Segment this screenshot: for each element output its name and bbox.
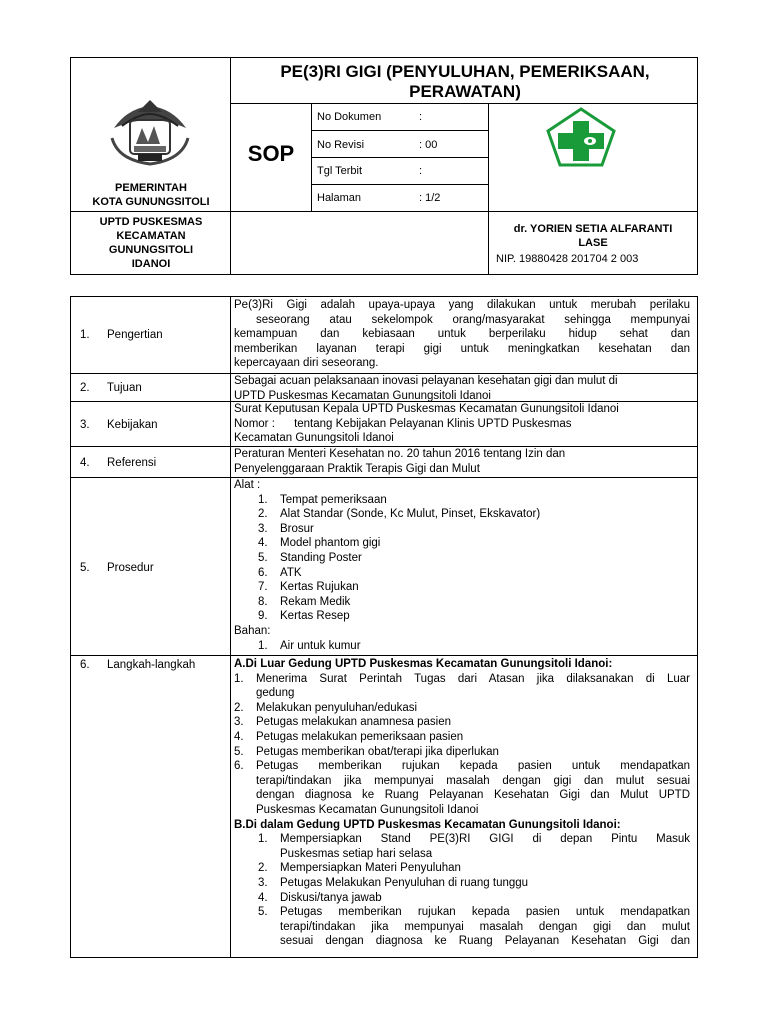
- pengertian-text: Pe(3)Ri Gigi adalah upaya-upaya yang dilakukan untuk merubah perilaku seseorang atau sekelompok orang/masyarakat sehingga mempunyai kemampuan dan kebiasaan untuk berperilaku hidup sehat dan memberikan layanan terapi gigi untuk meningkatkan kesehatan dan kepercayaan diri seseorang.: [234, 299, 690, 370]
- prosedur-list: Alat : 1. Tempat pemeriksaan 2. Alat Standar (Sonde, Kc Mulut, Pinset, Ekskavator) 3. Brosur 4. Model phantom gigi 5. Standing Poster 6. ATK 7. Kertas Rujukan 8. Rekam Medik 9. Kertas Resep Bahan: 1. Air untuk kumur: [234, 479, 541, 652]
- org-name-line2: KOTA GUNUNGSITOLI: [92, 196, 210, 208]
- list-item: Diskusi/tanya jawab: [280, 891, 382, 904]
- page-label: Halaman: [317, 192, 362, 204]
- list-item: Petugas melakukan anamnesa pasien: [256, 716, 451, 729]
- list-item: Alat Standar (Sonde, Kc Mulut, Pinset, Ekskavator): [280, 508, 541, 521]
- list-item: Petugas melakukan pemeriksaan pasien: [256, 730, 464, 743]
- signer-name-line2: LASE: [578, 237, 608, 249]
- row-number: 3.: [80, 419, 90, 431]
- sop-label: SOP: [247, 141, 295, 166]
- kebijakan-text: Surat Keputusan Kepala UPTD Puskesmas Kecamatan Gunungsitoli Idanoi Nomor : tentang Kebijakan Pelayanan Klinis UPTD Puskesmas Kecamatan Gunungsitoli Idanoi: [234, 403, 619, 445]
- list-item: Petugas memberikan rujukan kepada pasien untuk mendapatkan: [256, 760, 690, 773]
- list-item: Standing Poster: [280, 551, 362, 564]
- list-item: Kertas Resep: [280, 610, 350, 623]
- row-label-pengertian: Pengertian: [107, 329, 163, 341]
- row-number: 2.: [80, 382, 90, 394]
- list-item: ATK: [280, 566, 302, 579]
- list-item: Menerima Surat Perintah Tugas dari Atasan jika dilaksanakan di Luar: [256, 672, 690, 685]
- revision-label: No Revisi: [317, 139, 365, 151]
- list-item: Rekam Medik: [280, 595, 351, 608]
- list-item: Brosur: [280, 522, 314, 535]
- signer-nip: NIP. 19880428 201704 2 003: [496, 253, 639, 265]
- list-item: Kertas Rujukan: [280, 581, 359, 594]
- uptd-line3: GUNUNGSITOLI: [108, 244, 194, 256]
- row-number: 1.: [80, 329, 90, 341]
- puskesmas-logo-icon: [546, 107, 616, 167]
- list-item: Mempersiapkan Materi Penyuluhan: [280, 862, 461, 875]
- tujuan-text: Sebagai acuan pelaksanaan inovasi pelayanan kesehatan gigi dan mulut di UPTD Puskesmas Kecamatan Gunungsitoli Idanoi: [234, 375, 618, 402]
- row-number: 4.: [80, 457, 90, 469]
- section-a-title: A.Di Luar Gedung UPTD Puskesmas Kecamatan Gunungsitoli Idanoi:: [234, 658, 613, 670]
- list-item: Model phantom gigi: [280, 537, 381, 550]
- page-value: : 1/2: [419, 192, 441, 204]
- section-b-title: B.Di dalam Gedung UPTD Puskesmas Kecamatan Gunungsitoli Idanoi:: [234, 818, 621, 831]
- uptd-line4: IDANOI: [131, 258, 171, 270]
- issue-date-label: Tgl Terbit: [317, 165, 363, 177]
- signer-name-line1: dr. YORIEN SETIA ALFARANTI: [513, 223, 673, 235]
- revision-value: : 00: [419, 139, 438, 151]
- row-number: 5.: [80, 562, 90, 574]
- referensi-text: Peraturan Menteri Kesehatan no. 20 tahun 2016 tentang Izin dan Penyelenggaraan Praktik Terapis Gigi dan Mulut: [234, 448, 566, 475]
- row-label-referensi: Referensi: [107, 457, 157, 469]
- list-item: Melakukan penyuluhan/edukasi: [256, 701, 418, 714]
- document-title: PE(3)RI GIGI (PENYULUHAN, PEMERIKSAAN, PERAWATAN): [280, 62, 650, 101]
- list-item: Petugas memberikan obat/terapi jika diperlukan: [256, 745, 499, 758]
- doc-number-label: No Dokumen: [317, 111, 382, 123]
- list-item: Petugas memberikan rujukan kepada pasien untuk mendapatkan: [280, 906, 690, 919]
- list-item: Mempersiapkan Stand PE(3)RI GIGI di depan Pintu Masuk: [280, 833, 690, 846]
- row-label-prosedur: Prosedur: [107, 562, 154, 574]
- uptd-line1: UPTD PUSKESMAS: [99, 216, 203, 228]
- row-label-tujuan: Tujuan: [107, 382, 142, 394]
- doc-number-value: :: [419, 111, 423, 123]
- row-label-kebijakan: Kebijakan: [107, 419, 158, 431]
- list-item: Petugas Melakukan Penyuluhan di ruang tunggu: [280, 876, 529, 889]
- row-number: 6.: [80, 659, 90, 671]
- row-label-langkah: Langkah-langkah: [107, 659, 196, 671]
- list-item: Air untuk kumur: [280, 639, 361, 652]
- issue-date-value: :: [419, 165, 423, 177]
- city-emblem-icon: [108, 98, 192, 168]
- org-name-line1: PEMERINTAH: [115, 182, 187, 194]
- langkah-list: A.Di Luar Gedung UPTD Puskesmas Kecamatan Gunungsitoli Idanoi: 1. Menerima Surat Perintah Tugas dari Atasan jika dilaksanakan di Luar gedung 2. Melakukan penyuluhan/edukasi 3. Petugas melakukan anamnesa pasien 4. Petugas melakukan pemeriksaan pasien 5. Petugas memberikan obat/terapi jika diperlukan 6. Petugas memberikan rujukan kepada pasien untuk mendapatkan terapi/tindakan jika mempunyai masalah dengan gigi dan mulut sesuai dengan diagnosa ke Ruang Pelayanan Kesehatan Gigi dan Mulut UPTD Puskesmas Kecamatan Gunungsitoli Idanoi B.Di dalam Gedung UPTD Puskesmas Kecamatan Gunungsitoli Idanoi: 1. Mempersiapkan Stand PE(3)RI GIGI di depan Pintu Masuk Puskesmas setiap hari selasa 2. Mempersiapkan Materi Penyuluhan 3. Petugas Melakukan Penyuluhan di ruang tunggu 4. Diskusi/tanya jawab 5. Petugas memberikan rujukan kepada pasien untuk mendapatkan terapi/tindakan jika mempunyai masalah dengan gigi dan mulut sesuai dengan diagnosa ke Ruang Pelayanan Kesehatan Gigi dan: [234, 658, 690, 948]
- list-item: Tempat pemeriksaan: [280, 493, 387, 506]
- uptd-line2: KECAMATAN: [116, 230, 186, 242]
